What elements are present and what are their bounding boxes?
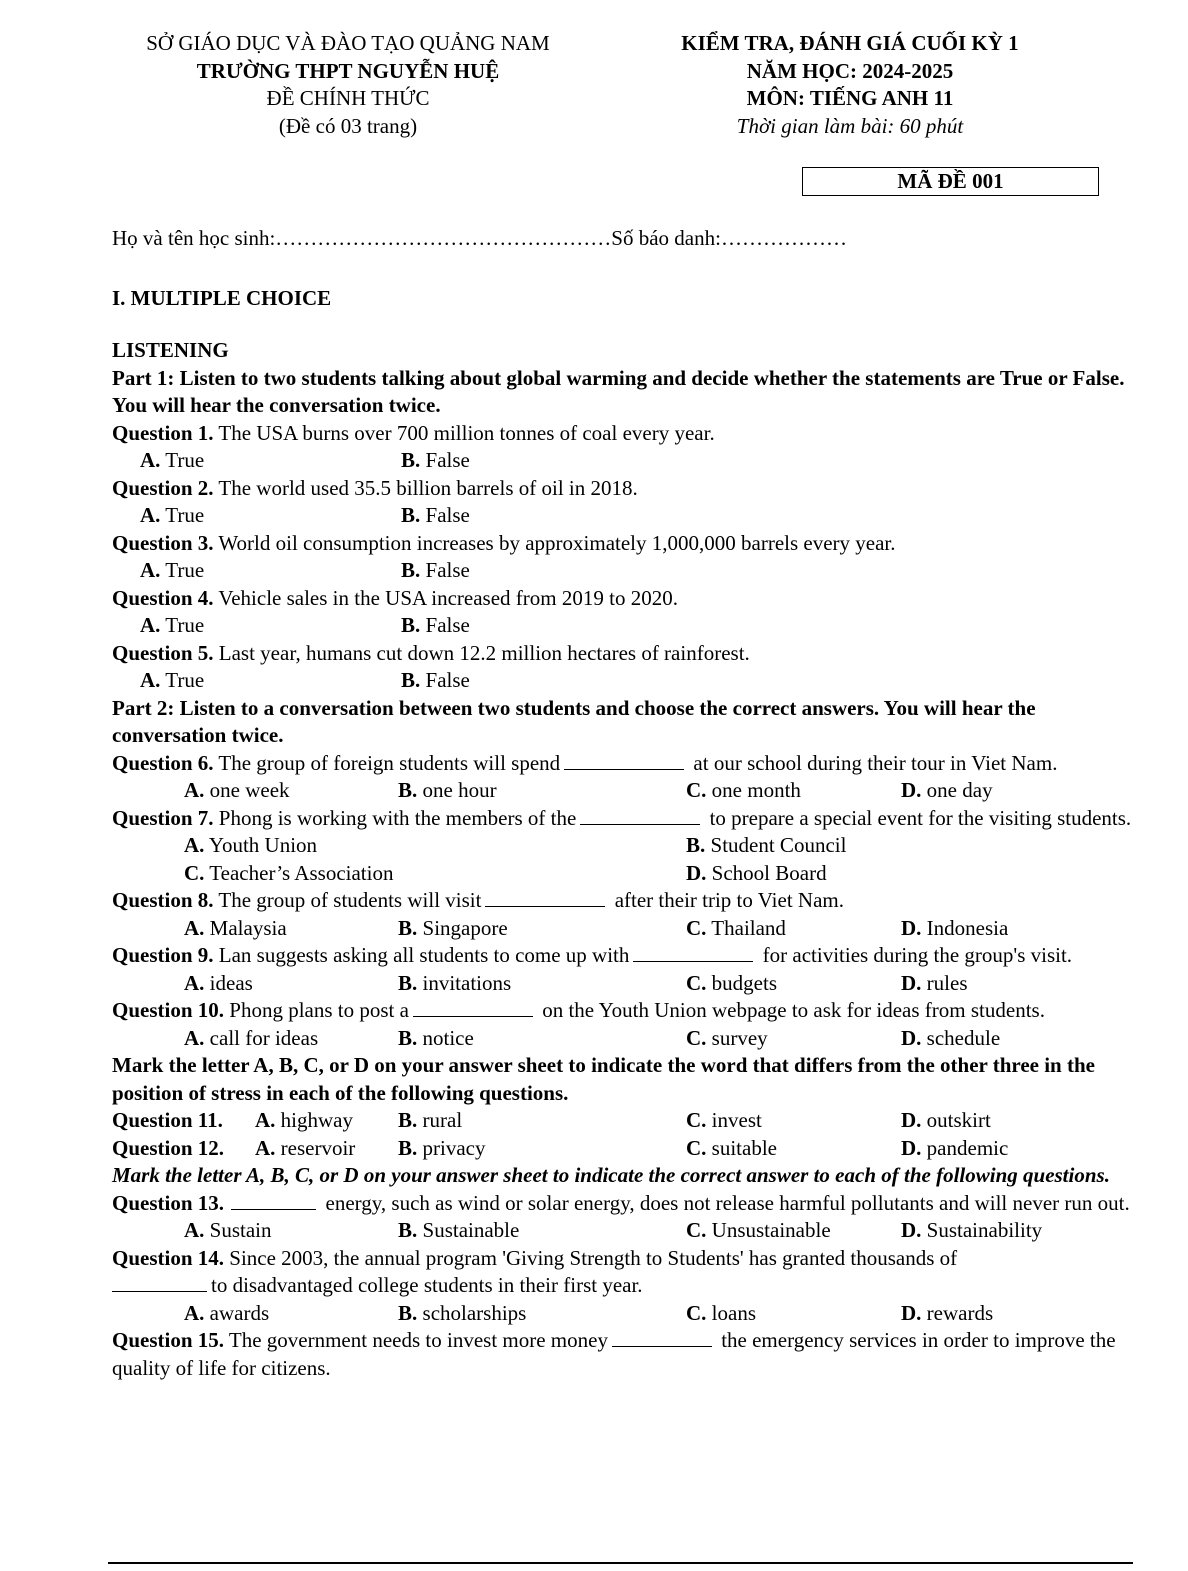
question-6: Question 6. The group of foreign students will spend at our school during their tour in Viet Nam. xyxy=(112,750,1058,775)
bottom-divider xyxy=(108,1562,1133,1564)
question-14-options xyxy=(112,1300,1137,1328)
option-d: D. School Board xyxy=(686,860,827,885)
exam-title: KIỂM TRA, ĐÁNH GIÁ CUỐI KỲ 1 xyxy=(681,31,1019,55)
option-b: B. False xyxy=(401,613,470,637)
school-year: NĂM HỌC: 2024-2025 xyxy=(746,58,954,83)
option-a: A. True xyxy=(140,448,205,472)
option-a: A. True xyxy=(140,558,205,582)
option-b: B. False xyxy=(401,503,470,527)
option-c: C. suitable xyxy=(686,1135,777,1160)
question-15: Question 15. The government needs to invest more money the emergency services in order to improve the quality of life for citizens. xyxy=(112,1328,1116,1380)
section-title: I. MULTIPLE CHOICE xyxy=(112,286,332,310)
question-3-options xyxy=(112,557,1137,585)
answer-blank xyxy=(612,1328,712,1347)
option-a: A. call for ideas xyxy=(184,1025,319,1050)
answer-blank xyxy=(485,888,605,907)
header-right xyxy=(640,30,1060,140)
option-a: A. Malaysia xyxy=(184,915,287,940)
option-c: C. Thailand xyxy=(686,915,786,940)
option-b: B. False xyxy=(401,448,470,472)
school-name: TRƯỜNG THPT NGUYỄN HUỆ xyxy=(196,58,500,83)
answer-blank xyxy=(633,943,753,962)
option-c: C. one month xyxy=(686,778,801,802)
option-a: A. one week xyxy=(184,778,290,802)
option-a: A. awards xyxy=(184,1300,270,1325)
option-a: A. True xyxy=(140,668,205,692)
question-14: Question 14. Since 2003, the annual program 'Giving Strength to Students' has granted thousands of to disadvantaged college students in their first year. xyxy=(112,1245,958,1297)
question-6-options xyxy=(112,777,1137,805)
option-b: B. rural xyxy=(398,1108,463,1132)
question-9-options xyxy=(112,970,1137,998)
option-c: C. loans xyxy=(686,1300,756,1325)
option-d: D. rules xyxy=(901,970,968,995)
option-d: D. Sustainability xyxy=(901,1218,1043,1242)
exam-code-box: MÃ ĐỀ 001 xyxy=(802,167,1099,196)
question-3: Question 3. World oil consumption increases by approximately 1,000,000 barrels every year. xyxy=(112,530,896,555)
question-4: Question 4. Vehicle sales in the USA increased from 2019 to 2020. xyxy=(112,585,678,610)
page-count: (Đề có 03 trang) xyxy=(278,113,418,138)
question-10: Question 10. Phong plans to post a on the Youth Union webpage to ask for ideas from students. xyxy=(112,998,1045,1022)
question-5: Question 5. Last year, humans cut down 12.2 million hectares of rainforest. xyxy=(112,640,750,665)
grammar-instruction: Mark the letter A, B, C, or D on your answer sheet to indicate the correct answer to each of the following questions. xyxy=(112,1163,1110,1187)
option-a: A. Sustain xyxy=(184,1218,272,1242)
question-12 xyxy=(112,1135,1137,1163)
option-d: D. outskirt xyxy=(901,1108,991,1132)
answer-blank xyxy=(413,998,533,1017)
question-7: Question 7. Phong is working with the members of the to prepare a special event for the visiting students. xyxy=(112,805,1132,830)
part1-instruction: Part 1: Listen to two students talking about global warming and decide whether the statements are True or False. You will hear the conversation twice. xyxy=(112,365,1125,417)
question-8-options xyxy=(112,915,1137,943)
exam-time: Thời gian làm bài: 60 phút xyxy=(736,113,964,138)
option-c: C. survey xyxy=(686,1025,768,1050)
option-b: B. Sustainable xyxy=(398,1218,520,1242)
department-name: SỞ GIÁO DỤC VÀ ĐÀO TẠO QUẢNG NAM xyxy=(146,31,550,55)
exam-content xyxy=(112,225,1137,1382)
option-b: B. Student Council xyxy=(686,833,847,857)
question-1-options xyxy=(112,447,1137,475)
option-c: C. Unsustainable xyxy=(686,1218,831,1242)
option-b: B. scholarships xyxy=(398,1300,527,1325)
question-5-options xyxy=(112,667,1137,695)
answer-blank xyxy=(231,1191,316,1210)
option-a: A. Youth Union xyxy=(184,833,318,857)
option-d: D. one day xyxy=(901,778,993,802)
option-c: C. Teacher’s Association xyxy=(184,860,394,885)
student-info-line: Họ và tên học sinh:…………………………………………Số báo danh:……………… xyxy=(112,226,847,250)
option-b: B. invitations xyxy=(398,970,512,995)
question-9: Question 9. Lan suggests asking all students to come up with for activities during the group's visit. xyxy=(112,943,1073,967)
option-b: B. one hour xyxy=(398,778,497,802)
option-d: D. pandemic xyxy=(901,1135,1009,1160)
question-7-options-row1 xyxy=(112,832,1137,860)
option-b: B. notice xyxy=(398,1025,474,1050)
option-a: A. ideas xyxy=(184,970,253,995)
question-13-options xyxy=(112,1217,1137,1245)
option-a: A. highway xyxy=(255,1108,353,1132)
question-8: Question 8. The group of students will visit after their trip to Viet Nam. xyxy=(112,888,844,912)
option-b: B. privacy xyxy=(398,1135,486,1160)
question-1: Question 1. The USA burns over 700 million tonnes of coal every year. xyxy=(112,420,715,445)
answer-blank xyxy=(564,751,684,770)
option-d: D. Indonesia xyxy=(901,915,1009,940)
option-d: D. schedule xyxy=(901,1025,1001,1050)
option-b: B. False xyxy=(401,558,470,582)
option-a: A. True xyxy=(140,503,205,527)
option-c: C. invest xyxy=(686,1108,762,1132)
official-label: ĐỀ CHÍNH THỨC xyxy=(266,86,430,110)
question-4-options xyxy=(112,612,1137,640)
header-left xyxy=(108,30,588,140)
option-d: D. rewards xyxy=(901,1300,994,1325)
question-7-options-row2 xyxy=(112,860,1137,888)
option-a: A. reservoir xyxy=(255,1135,356,1160)
question-12-label: Question 12. xyxy=(112,1135,225,1160)
question-10-options xyxy=(112,1025,1137,1053)
answer-blank xyxy=(112,1273,207,1292)
option-c: C. budgets xyxy=(686,970,777,995)
option-b: B. Singapore xyxy=(398,915,508,940)
option-b: B. False xyxy=(401,668,470,692)
question-2-options xyxy=(112,502,1137,530)
subject: MÔN: TIẾNG ANH 11 xyxy=(746,86,954,110)
listening-title: LISTENING xyxy=(112,338,229,362)
answer-blank xyxy=(580,806,700,825)
question-11 xyxy=(112,1107,1137,1135)
option-a: A. True xyxy=(140,613,205,637)
question-13: Question 13. energy, such as wind or solar energy, does not release harmful pollutants and will never run out. xyxy=(112,1190,1130,1215)
question-2: Question 2. The world used 35.5 billion barrels of oil in 2018. xyxy=(112,475,638,500)
question-11-label: Question 11. xyxy=(112,1108,223,1132)
stress-instruction: Mark the letter A, B, C, or D on your answer sheet to indicate the word that differs from the other three in the position of stress in each of the following questions. xyxy=(112,1053,1095,1105)
part2-instruction: Part 2: Listen to a conversation between two students and choose the correct answers. You will hear the conversation twice. xyxy=(112,695,1036,747)
